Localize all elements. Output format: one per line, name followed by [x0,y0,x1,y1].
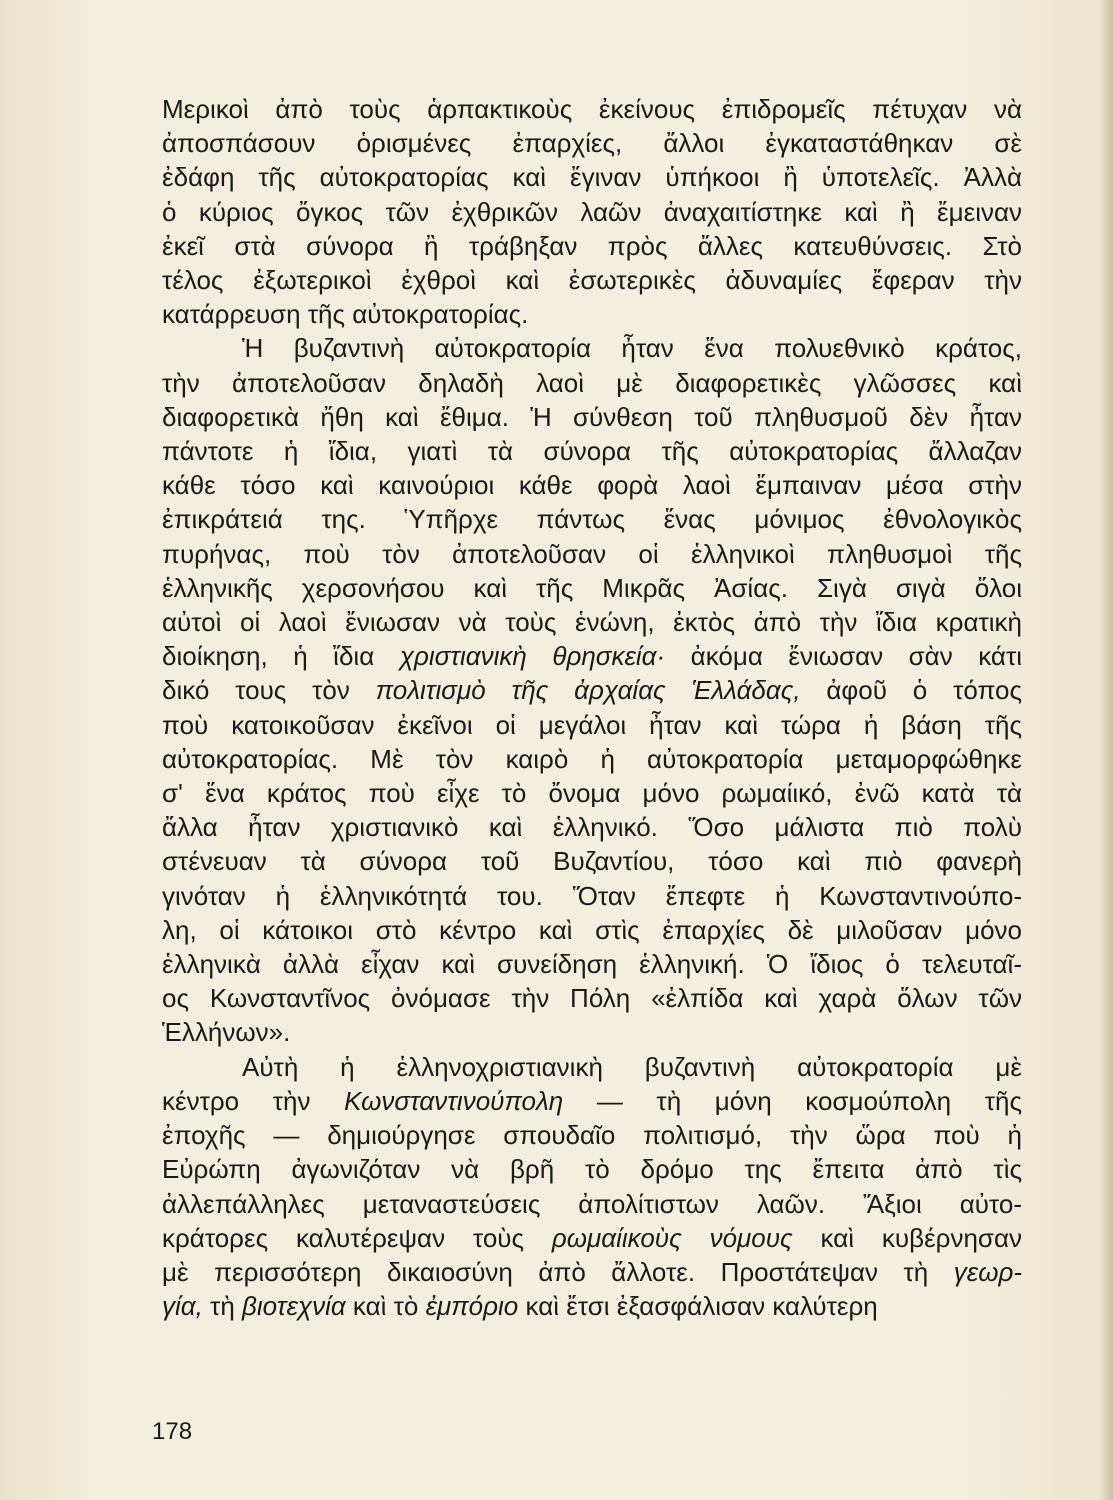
page-number: 178 [152,1418,193,1445]
text-line: σ' ἕνα κράτος ποὺ εἶχε τὸ ὄνομα μόνο ρωμαίικό, ἐνῶ κατὰ τὰ [162,778,1022,809]
text-line: τέλος ἐξωτερικοὶ ἐχθροὶ καὶ ἐσωτερικὲς ἀδυναμίες ἔφεραν τὴν [162,265,1022,296]
text-line: διοίκηση, ἡ ἴδια χριστιανικὴ θρησκεία· ἀκόμα ἔνιωσαν σὰν κάτι [162,641,1022,672]
text-line: κέντρο τὴν Κωνσταντινούπολη — τὴ μόνη κοσμούπολη τῆς [162,1085,1022,1116]
text-line: ἄλλα ἦταν χριστιανικὸ καὶ ἑλληνικό. Ὅσο μάλιστα πιὸ πολὺ [162,812,1022,843]
page-edge-shadow [1099,0,1113,1500]
text-line: λη, οἱ κάτοικοι στὸ κέντρο καὶ στὶς ἐπαρχίες δὲ μιλοῦσαν μόνο [162,914,1022,945]
text-line: κατάρρευση τῆς αὐτοκρατορίας. [162,299,529,330]
text-line: δικό τους τὸν πολιτισμὸ τῆς ἀρχαίας Ἑλλάδας, ἀφοῦ ὁ τόπος [162,675,1022,706]
text-line: Εὐρώπη ἀγωνιζόταν νὰ βρῆ τὸ δρόμο της ἔπειτα ἀπὸ τὶς [162,1154,1022,1185]
text-line: Μερικοὶ ἀπὸ τοὺς ἁρπακτικοὺς ἐκείνους ἐπιδρομεῖς πέτυχαν νὰ [162,94,1022,124]
body-text [162,92,1022,1323]
text-line: ἑλληνικῆς χερσονήσου καὶ τῆς Μικρᾶς Ἀσίας. Σιγὰ σιγὰ ὅλοι [162,572,1022,603]
text-line: αὐτοὶ οἱ λαοὶ ἔνιωσαν νὰ τοὺς ἑνώνη, ἐκτὸς ἀπὸ τὴν ἴδια κρατικὴ [162,607,1022,638]
text-line: αὐτοκρατορίας. Μὲ τὸν καιρὸ ἡ αὐτοκρατορία μεταμορφώθηκε [162,743,1022,774]
text-line: κράτορες καλυτέρεψαν τοὺς ρωμαίικοὺς νόμους καὶ κυβέρνησαν [162,1222,1022,1253]
text-line: ἀλλεπάλληλες μεταναστεύσεις ἀπολίτιστων λαῶν. Ἄξιοι αὐτο- [162,1188,1022,1219]
text-line: ἐκεῖ στὰ σύνορα ἢ τράβηξαν πρὸς ἄλλες κατευθύνσεις. Στὸ [162,230,1022,261]
text-line: ἐπικράτειά της. Ὑπῆρχε πάντως ἕνας μόνιμος ἐθνολογικὸς [162,504,1022,535]
text-line: ἐποχῆς — δημιούργησε σπουδαῖο πολιτισμό, τὴν ὥρα ποὺ ἡ [162,1120,1022,1151]
text-line: κάθε τόσο καὶ καινούριοι κάθε φορὰ λαοὶ ἔμπαιναν μέσα στὴν [162,470,1022,501]
text-line: στένευαν τὰ σύνορα τοῦ Βυζαντίου, τόσο καὶ πιὸ φανερὴ [162,846,1022,877]
text-line: τὴν ἀποτελοῦσαν δηλαδὴ λαοὶ μὲ διαφορετικὲς γλῶσσες καὶ [162,367,1022,398]
text-line: ἑλληνικὰ ἀλλὰ εἶχαν καὶ συνείδηση ἑλληνική. Ὁ ἴδιος ὁ τελευταῖ- [162,949,1022,980]
text-line: ὁ κύριος ὄγκος τῶν ἐχθρικῶν λαῶν ἀναχαιτίστηκε καὶ ἢ ἔμειναν [162,196,1022,227]
text-line: ἐδάφη τῆς αὐτοκρατορίας καὶ ἔγιναν ὑπήκοοι ἢ ὑποτελεῖς. Ἀλλὰ [162,162,1022,193]
text-line: διαφορετικὰ ἤθη καὶ ἔθιμα. Ἡ σύνθεση τοῦ πληθυσμοῦ δὲν ἦταν [162,401,1022,432]
text-line: Ἡ βυζαντινὴ αὐτοκρατορία ἦταν ἕνα πολυεθνικὸ κράτος, [242,333,1022,364]
text-line: πάντοτε ἡ ἴδια, γιατὶ τὰ σύνορα τῆς αὐτοκρατορίας ἄλλαζαν [162,436,1022,467]
text-line: ποὺ κατοικοῦσαν ἐκεῖνοι οἱ μεγάλοι ἦταν καὶ τώρα ἡ βάση τῆς [162,709,1022,740]
text-line: πυρήνας, ποὺ τὸν ἀποτελοῦσαν οἱ ἑλληνικοὶ πληθυσμοὶ τῆς [162,538,1022,569]
text-line: μὲ περισσότερη δικαιοσύνη ἀπὸ ἄλλοτε. Προστάτεψαν τὴ γεωρ- [162,1256,1022,1287]
text-line: ἀποσπάσουν ὁρισμένες ἐπαρχίες, ἄλλοι ἐγκαταστάθηκαν σὲ [162,128,1022,159]
text-line: Ἑλλήνων». [162,1017,291,1048]
text-line: γία, τὴ βιοτεχνία καὶ τὸ ἐμπόριο καὶ ἔτσι ἐξασφάλισαν καλύτερη [162,1291,878,1322]
text-line: γινόταν ἡ ἑλληνικότητά του. Ὅταν ἔπεφτε ἡ Κωνσταντινούπο- [162,880,1022,911]
text-line: Αὐτὴ ἡ ἑλληνοχριστιανικὴ βυζαντινὴ αὐτοκρατορία μὲ [242,1051,1022,1082]
text-line: ος Κωνσταντῖνος ὀνόμασε τὴν Πόλη «ἐλπίδα καὶ χαρὰ ὅλων τῶν [162,983,1022,1014]
